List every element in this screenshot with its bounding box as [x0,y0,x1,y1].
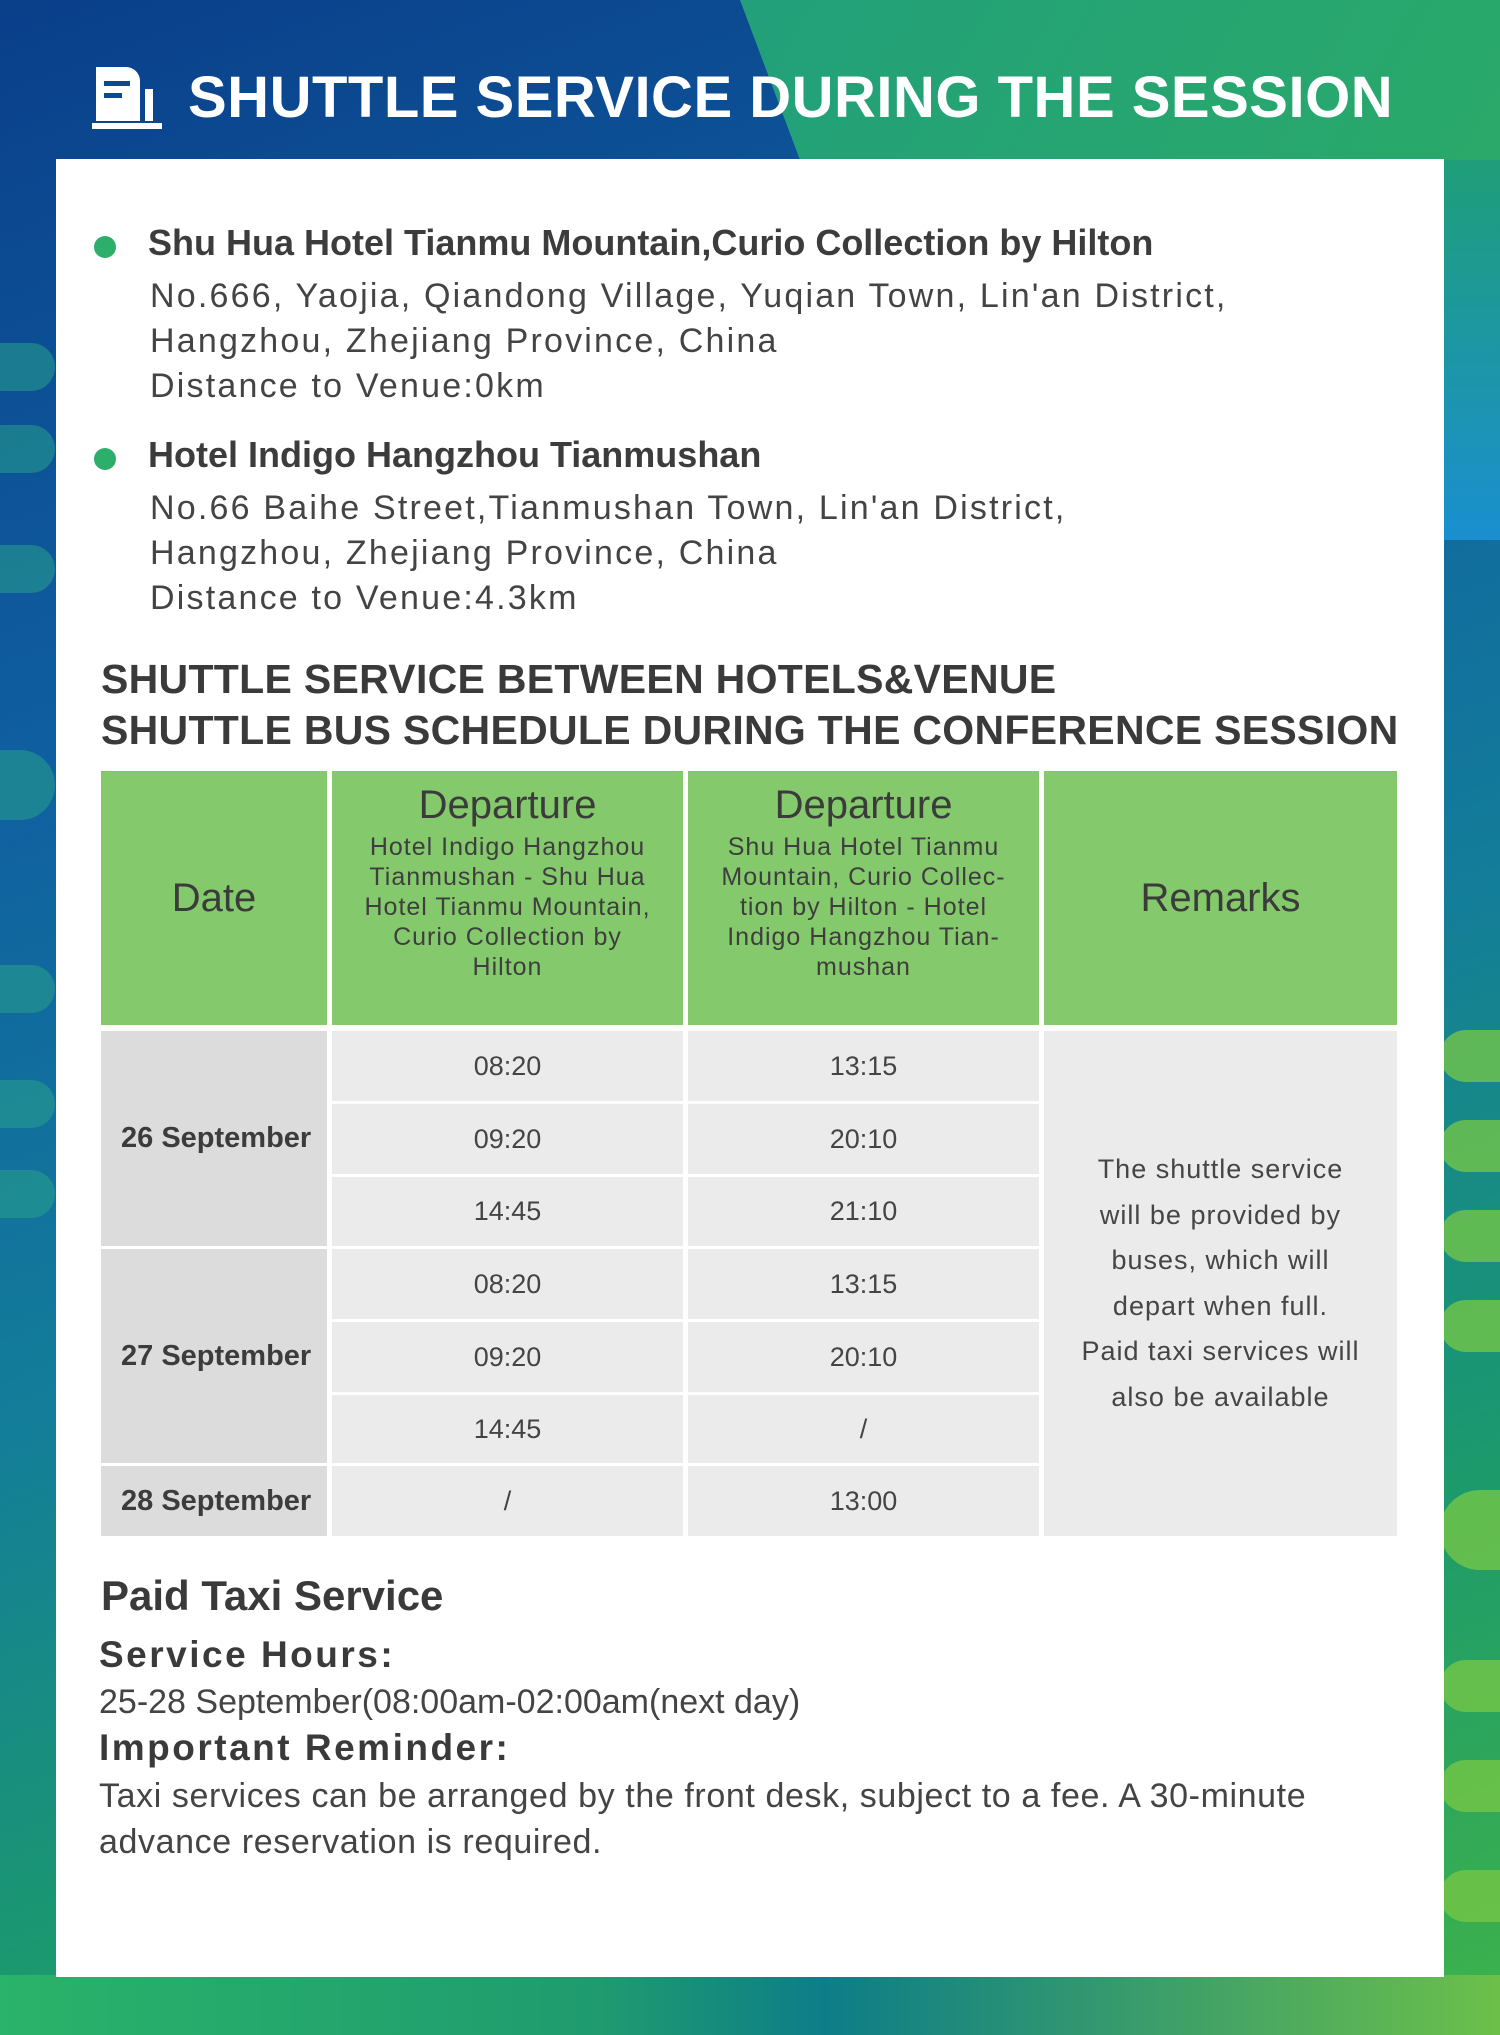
hotel-distance: Distance to Venue:0km [150,367,546,405]
time-cell: / [688,1395,1039,1463]
subtitle-line: Indigo Hangzhou Tian- [727,923,1000,951]
reminder-value: Taxi services can be arranged by the front desk, subject to a fee. A 30-minute advance reservation is required. [99,1777,1307,1861]
column-header-subtitle [332,832,683,982]
taxi-section-title: Paid Taxi Service [101,1572,444,1619]
bullet-dot-icon [94,236,116,258]
column-header-subtitle [688,832,1039,982]
address-line: Hangzhou, Zhejiang Province, China [150,322,779,360]
time-cell: 13:00 [688,1466,1039,1536]
date-cell: 26 September [101,1031,327,1246]
address-line: Hangzhou, Zhejiang Province, China [150,534,779,572]
remarks-line: The shuttle service [1097,1154,1344,1184]
service-hours-label: Service Hours: [99,1634,396,1675]
column-header-label: Remarks [1140,875,1301,920]
background-stripe [0,545,55,593]
time-cell: 14:45 [332,1177,683,1246]
background-stripe [0,1170,55,1218]
column-header-label: Date [171,875,257,920]
date-cell: 28 September [101,1466,327,1536]
background-stripe [1440,1300,1500,1352]
background-stripe [0,425,55,473]
time-cell: 09:20 [332,1104,683,1174]
time-cell: 08:20 [332,1031,683,1101]
background-right-blue-shape [1440,160,1500,540]
subtitle-line: Curio Collection by [393,923,622,951]
time-cell: 13:15 [688,1249,1039,1319]
column-header-label: Departure [774,783,953,827]
column-header-remarks [1044,771,1397,1025]
background-stripe [1440,1760,1500,1812]
bullet-dot-icon [94,448,116,470]
address-line: No.666, Yaojia, Qiandong Village, Yuqian Town, Lin'an District, [150,277,1228,315]
time-cell: 13:15 [688,1031,1039,1101]
schedule-heading [101,654,1399,756]
hotel-address [150,486,1067,621]
subtitle-line: Hilton [472,953,543,981]
remarks-line: will be provided by [1099,1199,1342,1230]
background-stripe [0,750,55,820]
address-line: No.66 Baihe Street,Tianmushan Town, Lin'an District, [150,489,1067,527]
remarks-line: depart when full. [1112,1290,1329,1321]
background-stripe [0,1080,55,1128]
column-header-departure-2 [688,771,1039,1025]
page-header [92,62,1393,132]
time-cell: 08:20 [332,1249,683,1319]
column-header-label: Departure [418,783,597,827]
time-cell: 14:45 [332,1395,683,1463]
time-cell: 21:10 [688,1177,1039,1246]
background-stripe [1440,1490,1500,1570]
background-stripe [1440,1120,1500,1172]
column-header-departure-1 [332,771,683,1025]
subtitle-line: Shu Hua Hotel Tianmu [727,833,1000,861]
column-header-date [101,771,327,1025]
background-stripe [1440,1660,1500,1712]
date-cell: 27 September [101,1249,327,1463]
subtitle-line: Hotel Tianmu Mountain, [364,893,651,921]
subtitle-line: Tianmushan - Shu Hua [369,863,646,891]
remarks-line: also be available [1111,1381,1330,1412]
background-stripe [0,343,55,391]
schedule-heading-line: SHUTTLE BUS SCHEDULE DURING THE CONFERENCE SESSION [101,707,1399,753]
hotel-name: Hotel Indigo Hangzhou Tianmushan [148,434,762,475]
remarks-cell [1044,1031,1397,1536]
time-cell: / [332,1466,683,1536]
service-hours-value: 25-28 September(08:00am-02:00am(next day) [99,1683,801,1721]
subtitle-line: Hotel Indigo Hangzhou [369,833,646,861]
hotel-address [150,274,1228,409]
time-cell: 20:10 [688,1322,1039,1392]
subtitle-line: tion by Hilton - Hotel [739,893,988,921]
time-cell: 20:10 [688,1104,1039,1174]
hotel-distance: Distance to Venue:4.3km [150,579,579,617]
background-stripe [1440,1030,1500,1082]
schedule-heading-line: SHUTTLE SERVICE BETWEEN HOTELS&VENUE [101,656,1057,702]
remarks-line: Paid taxi services will [1081,1336,1360,1366]
remarks-line: buses, which will [1111,1245,1330,1275]
reminder-label: Important Reminder: [99,1727,511,1768]
subtitle-line: mushan [816,953,911,981]
hotel-name: Shu Hua Hotel Tianmu Mountain,Curio Collection by Hilton [148,222,1154,263]
background-stripe [1440,1210,1500,1262]
page-title: SHUTTLE SERVICE DURING THE SESSION [188,64,1394,130]
background-bottom-band [0,1975,1500,2035]
background-stripe [1440,1870,1500,1922]
background-stripe [0,965,55,1013]
time-cell: 09:20 [332,1322,683,1392]
bus-document-icon [92,63,162,131]
subtitle-line: Mountain, Curio Collec- [721,863,1006,891]
